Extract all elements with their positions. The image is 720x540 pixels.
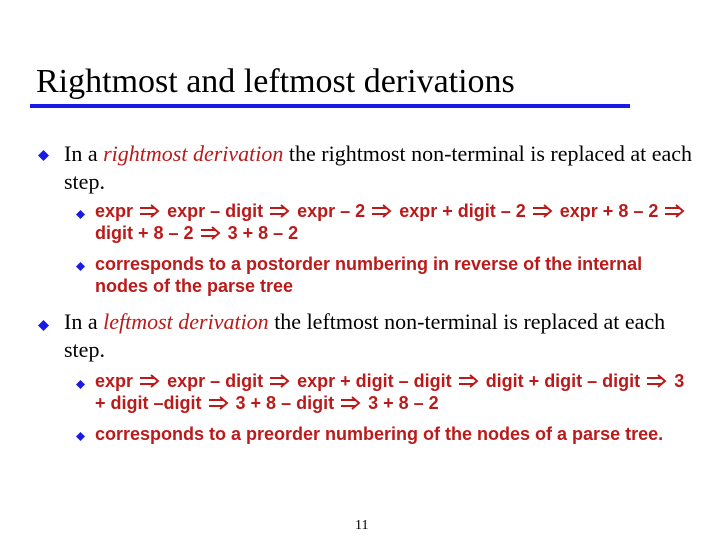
point-2-note: corresponds to a preorder numbering of the nodes of a parse tree.	[95, 424, 664, 444]
point-2-derivation	[95, 370, 695, 414]
point-1-text	[64, 140, 704, 196]
diamond-bullet-icon	[76, 380, 85, 389]
point-2-emphasis: leftmost derivation	[103, 309, 269, 334]
diamond-bullet-icon	[76, 210, 85, 219]
point-2-pre: In a	[64, 309, 104, 334]
derivation-step: 3 + digit –digit	[95, 371, 685, 413]
derivation-step: expr	[95, 201, 134, 221]
implies-arrow-icon	[647, 370, 667, 392]
diamond-bullet-icon	[76, 262, 85, 271]
implies-arrow-icon	[533, 200, 553, 222]
implies-arrow-icon	[140, 200, 160, 222]
point-1-pre: In a	[64, 141, 104, 166]
point-1-emphasis: rightmost derivation	[103, 141, 284, 166]
derivation-step: expr + 8 – 2	[559, 201, 659, 221]
derivation-step: digit + digit – digit	[485, 371, 641, 391]
implies-arrow-icon	[140, 370, 160, 392]
derivation-step: expr + digit – 2	[399, 201, 526, 221]
point-2-text	[64, 308, 704, 364]
point-1-post: the rightmost non-terminal is replaced at each step.	[64, 141, 693, 194]
diamond-bullet-icon	[38, 320, 49, 331]
derivation-step: 3 + 8 – 2	[227, 223, 299, 243]
derivation-step: expr – digit	[167, 371, 264, 391]
slide-title: Rightmost and leftmost derivations	[36, 63, 515, 100]
diamond-bullet-icon	[38, 150, 49, 161]
derivation-step: expr + digit – digit	[297, 371, 452, 391]
implies-arrow-icon	[372, 200, 392, 222]
diamond-bullet-icon	[76, 432, 85, 441]
title-underline	[30, 104, 630, 108]
implies-arrow-icon	[270, 200, 290, 222]
derivation-step: 3 + 8 – 2	[368, 393, 439, 413]
implies-arrow-icon	[341, 392, 361, 414]
implies-arrow-icon	[665, 200, 685, 222]
implies-arrow-icon	[209, 392, 229, 414]
derivation-step: expr – digit	[167, 201, 264, 221]
implies-arrow-icon	[459, 370, 479, 392]
derivation-step: expr	[95, 371, 134, 391]
page-number: 11	[355, 518, 369, 533]
point-1-note: corresponds to a postorder numbering in reverse of the internal nodes of the parse tree	[95, 254, 643, 296]
point-2-post: the leftmost non-terminal is replaced at each step.	[64, 309, 666, 362]
implies-arrow-icon	[270, 370, 290, 392]
implies-arrow-icon	[201, 222, 221, 244]
derivation-step: expr – 2	[297, 201, 366, 221]
derivation-step: digit + 8 – 2	[95, 223, 194, 243]
derivation-step: 3 + 8 – digit	[235, 393, 335, 413]
point-1-derivation	[95, 200, 695, 244]
